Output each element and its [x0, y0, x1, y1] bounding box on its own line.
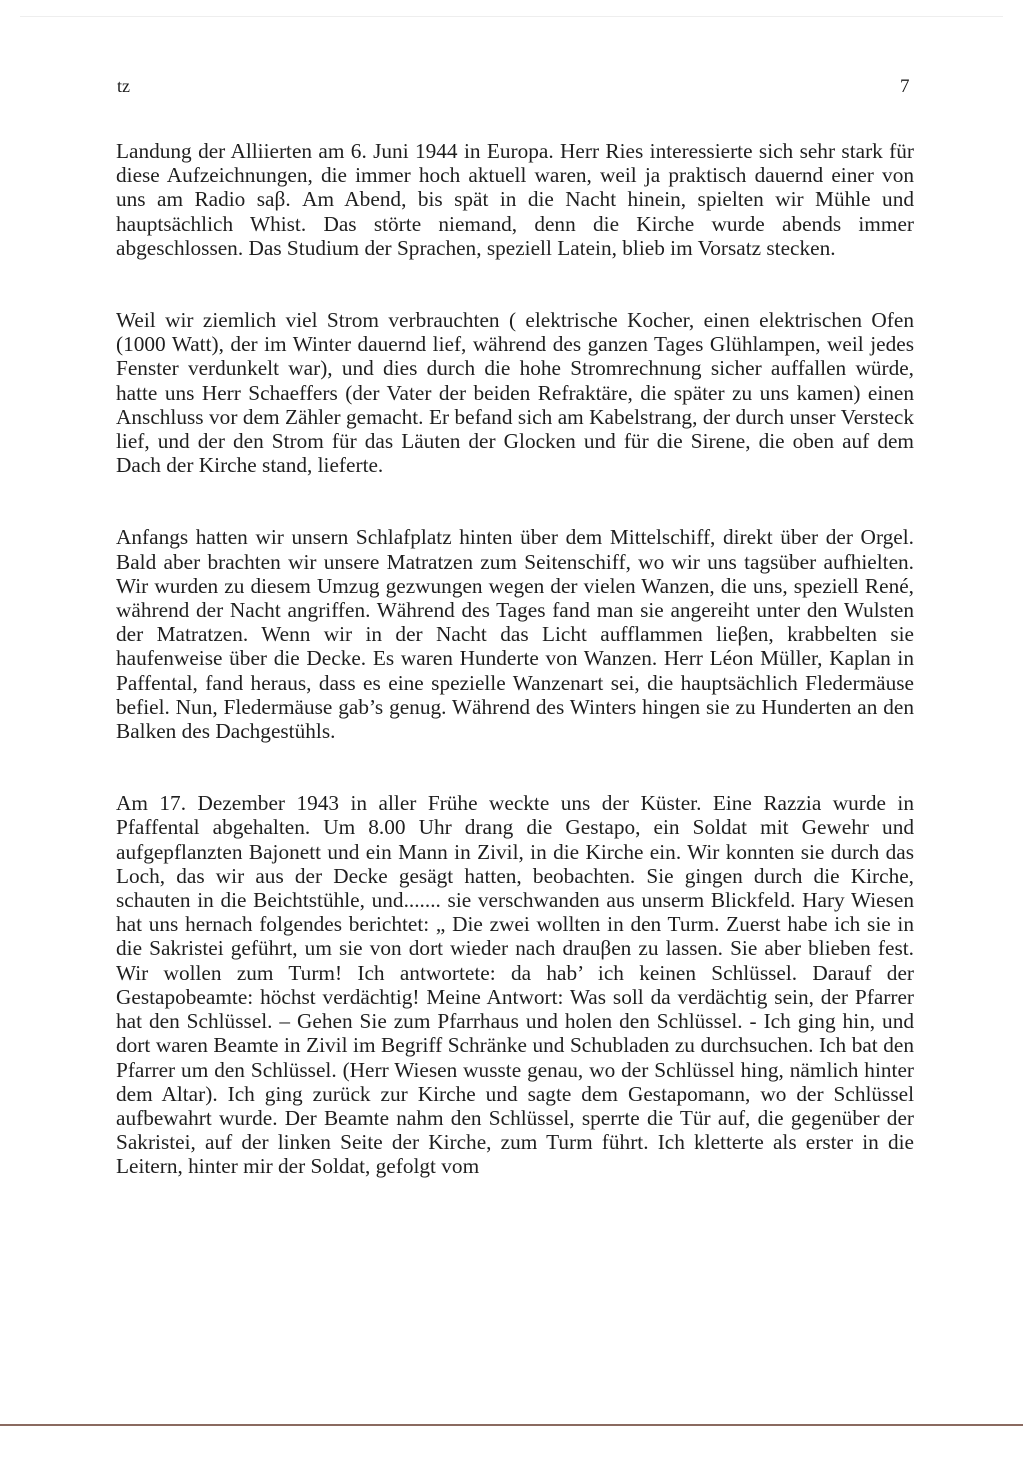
body-text	[116, 139, 914, 1179]
bottom-rule	[0, 1424, 1023, 1426]
header-author-initials: tz	[117, 76, 130, 96]
paragraph-1: Landung der Alliierten am 6. Juni 1944 in Europa. Herr Ries interessierte sich sehr stark für diese Aufzeichnungen, die immer hoch aktuell waren, weil ja praktisch dauernd einer von uns am Radio saβ. Am Abend, bis spät in die Nacht hinein, spielten wir Mühle und hauptsächlich Whist. Das störte niemand, denn die Kirche wurde abends immer abgeschlossen. Das Studium der Sprachen, speziell Latein, blieb im Vorsatz stecken.	[116, 139, 914, 260]
page-number: 7	[900, 76, 910, 97]
paragraph-3: Anfangs hatten wir unsern Schlafplatz hinten über dem Mittelschiff, direkt über der Orgel. Bald aber brachten wir unsere Matratzen zum Seitenschiff, wo wir uns tagsüber aufhielten. Wir wurden zu diesem Umzug gezwungen wegen der vielen Wanzen, die uns, speziell René, während der Nacht angriffen. Während des Tages fand man sie angereiht unter den Wulsten der Matratzen. Wenn wir in der Nacht das Licht aufflammen lieβen, krabbelten sie haufenweise über die Decke. Es waren Hunderte von Wanzen. Herr Léon Müller, Kaplan in Paffental, fand heraus, dass es eine spezielle Wanzenart sei, die hauptsächlich Fledermäuse befiel. Nun, Fledermäuse gab’s genug. Während des Winters hingen sie zu Hunderten an den Balken des Dachgestühls.	[116, 525, 914, 744]
top-rule	[20, 16, 1003, 17]
paragraph-2: Weil wir ziemlich viel Strom verbrauchten ( elektrische Kocher, einen elektrischen Ofen (1000 Watt), der im Winter dauernd lief, während des ganzen Tages Glühlampen, weil jedes Fenster verdunkelt war), und dies durch die hohe Stromrechnung sicher auffallen würde, hatte uns Herr Schaeffers (der Vater der beiden Refraktäre, die später zu uns kamen) einen Anschluss vor dem Zähler gemacht. Er befand sich am Kabelstrang, der durch unser Versteck lief, und der den Strom für das Läuten der Glocken und für die Sirene, die oben auf dem Dach der Kirche stand, lieferte.	[116, 308, 914, 478]
paragraph-4: Am 17. Dezember 1943 in aller Frühe weckte uns der Küster. Eine Razzia wurde in Pfaffental abgehalten. Um 8.00 Uhr drang die Gestapo, ein Soldat mit Gewehr und aufgepflanzten Bajonett und ein Mann in Zivil, in die Kirche ein. Wir konnten sie durch das Loch, das wir aus der Decke gesägt hatten, beobachten. Sie gingen durch die Kirche, schauten in die Beichtstühle, und....... sie verschwanden aus unserm Blickfeld. Hary Wiesen hat uns hernach folgendes berichtet: „ Die zwei wollten in den Turm. Zuerst habe ich sie in die Sakristei geführt, um sie von dort wieder nach drauβen zu lassen. Sie aber blieben fest. Wir wollen zum Turm! Ich antwortete: da hab’ ich keinen Schlüssel. Darauf der Gestapobeamte: höchst verdächtig! Meine Antwort: Was soll da verdächtig sein, der Pfarrer hat den Schlüssel. – Gehen Sie zum Pfarrhaus und holen den Schlüssel. - Ich ging hin, und dort waren Beamte in Zivil im Begriff Schränke und Schubladen zu durchsuchen. Ich bat den Pfarrer um den Schlüssel. (Herr Wiesen wusste genau, wo der Schlüssel hing, nämlich hinter dem Altar). Ich ging zurück zur Kirche und sagte dem Gestapomann, wo der Schlüssel aufbewahrt wurde. Der Beamte nahm den Schlüssel, sperrte die Tür auf, die gegenüber der Sakristei, auf der linken Seite der Kirche, zum Turm führt. Ich kletterte als erster in die Leitern, hinter mir der Soldat, gefolgt vom	[116, 791, 914, 1179]
